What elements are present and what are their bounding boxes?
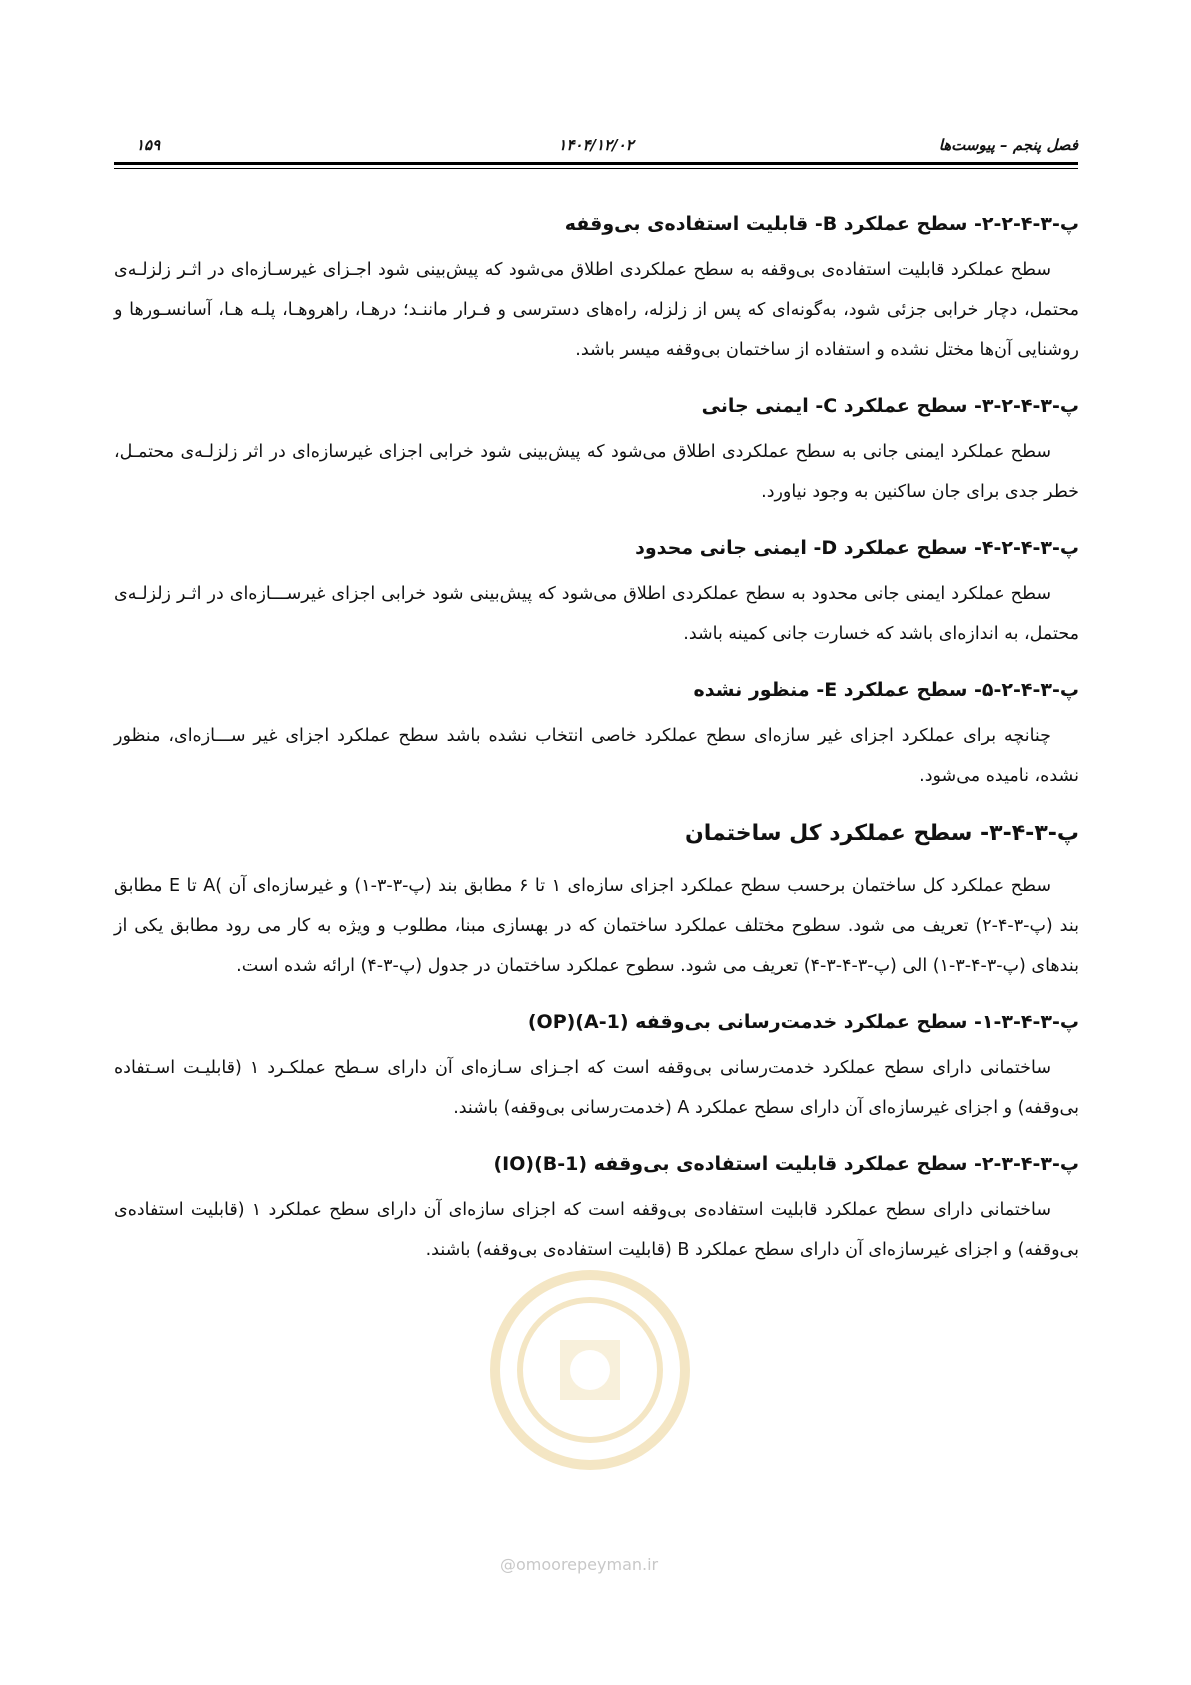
page-header — [114, 128, 1078, 160]
subsection-heading-op: پ-۳-۴-۳-۱- سطح عملکرد خدمت‌رسانی بی‌وقفه (A-1)(OP) — [527, 1011, 1079, 1033]
page-number: ۱۵۹ — [136, 136, 161, 154]
section-body-d: سطح عملکرد ایمنی جانی محدود به سطح عملکردی اطلاق می‌شود که پیش‌بینی شود خرابی اجزای غیرســـازه‌ای در اثـر زلزلـه‌ی محتمل، به اندازه‌ای باشد که خسارت جانی کمینه باشد. — [114, 584, 1079, 644]
subsection-body-io: ساختمانی دارای سطح عملکرد قابلیت استفاده‌ی بی‌وقفه است که اجزای سازه‌ای آن دارای سطح عملکرد ۱ (قابلیت استفاده‌ی بی‌وقفه) و اجزای غیرسازه‌ای آن دارای سطح عملکرد B (قابلیت استفاده‌ی بی‌وقفه) باشند. — [114, 1200, 1079, 1260]
major-heading: پ-۳-۴-۳- سطح عملکرد کل ساختمان — [684, 821, 1079, 846]
watermark-text: @omoorepeyman.ir — [500, 1555, 659, 1574]
subsection-body-op: ساختمانی دارای سطح عملکرد خدمت‌رسانی بی‌وقفه است که اجـزای سـازه‌ای آن دارای سـطح عملکـرد ۱ (قابلیـت اسـتفاده بی‌وقفه) و اجزای غیرسازه‌ای آن دارای سطح عملکرد A (خدمت‌رسانی بی‌وقفه) باشند. — [114, 1058, 1079, 1118]
page-content — [114, 208, 1079, 1290]
header-rule-thin — [114, 168, 1078, 169]
section-body-c: سطح عملکرد ایمنی جانی به سطح عملکردی اطلاق می‌شود که پیش‌بینی شود خرابی اجزای غیرسازه‌ای در اثر زلزلـه‌ی محتمـل، خطر جدی برای جان ساکنین به وجود نیاورد. — [114, 442, 1079, 502]
section-heading-b: پ-۳-۴-۲-۲- سطح عملکرد B- قابلیت استفاده‌ی بی‌وقفه — [564, 213, 1079, 235]
header-rule-thick — [114, 162, 1078, 165]
major-body: سطح عملکرد کل ساختمان برحسب سطح عملکرد اجزای سازه‌ای ۱ تا ۶ مطابق بند (پ-۳-۳-۱) و غیرسازه‌ای آن )A تا E مطابق بند (پ-۳-۴-۲) تعریف می شود. سطوح مختلف عملکرد ساختمان که در بهسازی مبنا، مطلوب و ویژه به کار می رود مطابق یکی از بندهای (پ-۳-۴-۳-۱) الی (پ-۳-۴-۳-۴) تعریف می شود. سطوح عملکرد ساختمان در جدول (پ-۳-۴) ارائه شده است. — [114, 876, 1079, 976]
section-body-e: چنانچه برای عملکرد اجزای غیر سازه‌ای سطح عملکرد خاصی انتخاب نشده باشد سطح عملکرد اجزای غیر ســـازه‌ای، منظور نشده، نامیده می‌شود. — [114, 726, 1079, 786]
chapter-title: فصل پنجم – پیوست‌ها — [938, 136, 1078, 154]
subsection-heading-io: پ-۳-۴-۳-۲- سطح عملکرد قابلیت استفاده‌ی بی‌وقفه (B-1)(IO) — [493, 1153, 1079, 1175]
header-date: ۱۴۰۴/۱۲/۰۲ — [558, 136, 634, 154]
section-body-b: سطح عملکرد قابلیت استفاده‌ی بی‌وقفه به سطح عملکردی اطلاق می‌شود که پیش‌بینی شود اجـزای غیرسـازه‌ای در اثـر زلزلـه‌ی محتمل، دچار خرابی جزئی شود، به‌گونه‌ای که پس از زلزله، راه‌های دسترسی و فـرار ماننـد؛ درهـا، راهروهـا، پلـه هـا، آسانسـورها و روشنایی آن‌ها مختل نشده و استفاده از ساختمان بی‌وقفه میسر باشد. — [114, 260, 1079, 360]
section-heading-d: پ-۳-۴-۲-۴- سطح عملکرد D- ایمنی جانی محدود — [635, 537, 1079, 559]
section-heading-e: پ-۳-۴-۲-۵- سطح عملکرد E- منظور نشده — [693, 679, 1079, 701]
section-heading-c: پ-۳-۴-۲-۳- سطح عملکرد C- ایمنی جانی — [701, 395, 1079, 417]
